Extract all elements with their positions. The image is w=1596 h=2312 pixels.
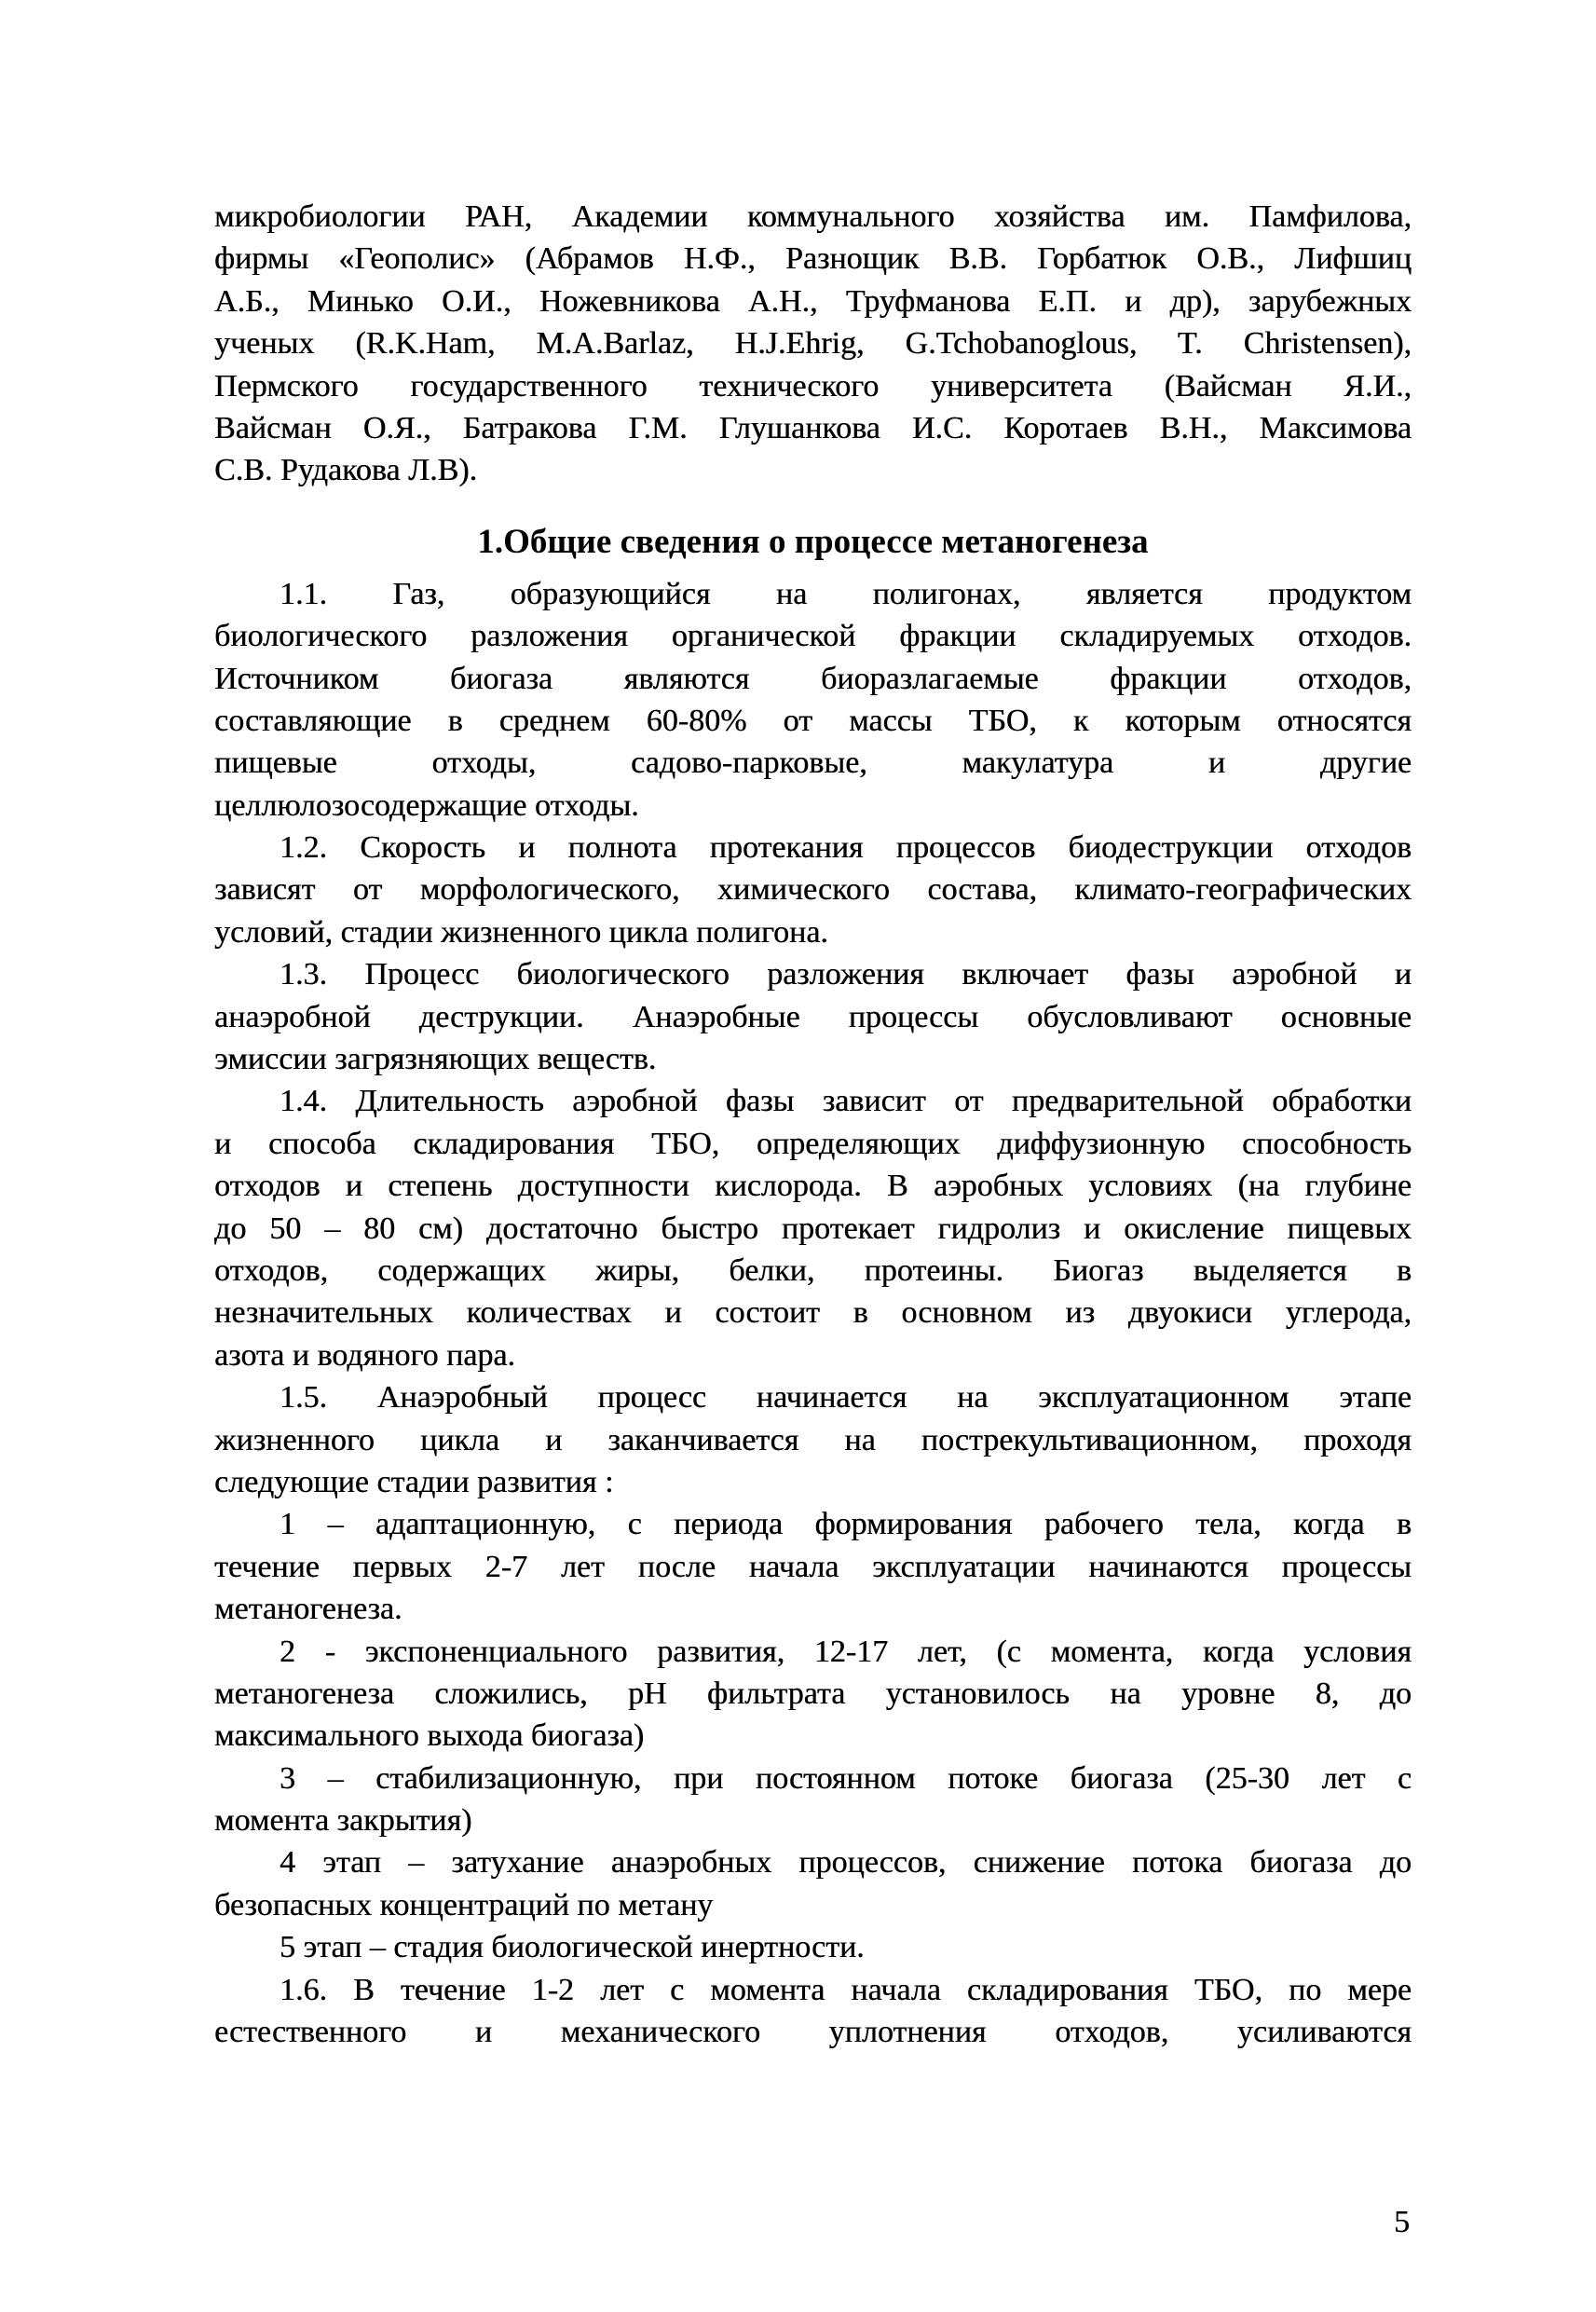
paragraph: [214, 1376, 1412, 1503]
paragraph-line: биологического разложения органической фракции складируемых отходов.: [214, 619, 1412, 654]
paragraph-line: 5 этап – стадия биологической инертности.: [280, 1930, 865, 1965]
paragraph-line: метаногенеза сложились, pH фильтрата установилось на уровне 8, до: [214, 1676, 1412, 1711]
document-page: [214, 196, 1412, 2053]
section-body: [214, 573, 1412, 2054]
paragraph: [214, 827, 1412, 953]
paragraph-line: безопасных концентраций по метану: [214, 1887, 714, 1922]
paragraph-line: отходов, содержащих жиры, белки, протеины. Биогаз выделяется в: [214, 1252, 1412, 1288]
paragraph-line: 2 - экспоненциального развития, 12-17 лет, (с момента, когда условия: [280, 1634, 1412, 1669]
intro-line: С.В. Рудакова Л.В).: [214, 453, 478, 488]
paragraph-line: следующие стадии развития :: [214, 1464, 614, 1499]
paragraph-line: эмиссии загрязняющих веществ.: [214, 1042, 657, 1077]
paragraph-line: 1.1. Газ, образующийся на полигонах, является продуктом: [280, 576, 1412, 611]
paragraph-line: Источником биогаза являются биоразлагаемые фракции отходов,: [214, 661, 1412, 696]
paragraph-line: жизненного цикла и заканчивается на пострекультивационном, проходя: [214, 1422, 1412, 1457]
intro-line: микробиологии РАН, Академии коммунального хозяйства им. Памфилова,: [214, 199, 1412, 234]
paragraph-line: 3 – стабилизационную, при постоянном потоке биогаза (25-30 лет с: [280, 1760, 1412, 1796]
paragraph-line: момента закрытия): [214, 1803, 472, 1839]
paragraph-line: целлюлозосодержащие отходы.: [214, 787, 639, 823]
intro-line: Вайсман О.Я., Батракова Г.М. Глушанкова И.С. Коротаев В.Н., Максимова: [214, 410, 1412, 445]
page-number: 5: [1394, 2205, 1410, 2239]
paragraph: [214, 1758, 1412, 1842]
intro-line: Пермского государственного технического университета (Вайсман Я.И.,: [214, 368, 1412, 404]
paragraph-line: отходов и степень доступности кислорода. В аэробных условиях (на глубине: [214, 1169, 1412, 1204]
paragraph-line: 1.2. Скорость и полнота протекания процессов биодеструкции отходов: [280, 830, 1412, 866]
paragraph-line: естественного и механического уплотнения отходов, усиливаются: [214, 2015, 1412, 2050]
paragraph: [214, 953, 1412, 1080]
paragraph-line: составляющие в среднем 60-80% от массы ТБО, к которым относятся: [214, 703, 1412, 738]
paragraph: [214, 573, 1412, 827]
paragraph-line: 1.6. В течение 1-2 лет с момента начала складирования ТБО, по мере: [280, 1972, 1412, 2007]
paragraph-line: метаногенеза.: [214, 1592, 402, 1627]
paragraph-line: пищевые отходы, садово-парковые, макулатура и другие: [214, 746, 1412, 781]
paragraph-line: 1.3. Процесс биологического разложения включает фазы аэробной и: [280, 957, 1412, 992]
intro-line: фирмы «Геополис» (Абрамов Н.Ф., Разнощик В.В. Горбатюк О.В., Лифшиц: [214, 241, 1412, 277]
paragraph-line: 4 этап – затухание анаэробных процессов, снижение потока биогаза до: [280, 1845, 1412, 1881]
intro-line: ученых (R.K.Ham, M.A.Barlaz, H.J.Ehrig, G.Tchobanoglous, T. Christensen),: [214, 326, 1412, 362]
intro-line: А.Б., Минько О.И., Ножевникова А.Н., Труфманова Е.П. и др), зарубежных: [214, 283, 1412, 319]
paragraph-line: 1 – адаптационную, с периода формирования рабочего тела, когда в: [280, 1507, 1412, 1542]
paragraph: [214, 1503, 1412, 1630]
paragraph: [214, 1841, 1412, 1926]
paragraph-line: максимального выхода биогаза): [214, 1718, 645, 1754]
paragraph: [214, 1969, 1412, 2054]
section-title: 1.Общие сведения о процессе метаногенеза: [477, 522, 1149, 561]
paragraph: [214, 1926, 1412, 1968]
paragraph-line: анаэробной деструкции. Анаэробные процессы обусловливают основные: [214, 999, 1412, 1034]
intro-paragraph: [214, 196, 1412, 492]
paragraph-line: и способа складирования ТБО, определяющих диффузионную способность: [214, 1126, 1412, 1161]
paragraph-line: 1.4. Длительность аэробной фазы зависит от предварительной обработки: [280, 1084, 1412, 1119]
paragraph-line: 1.5. Анаэробный процесс начинается на эксплуатационном этапе: [280, 1380, 1412, 1416]
paragraph-line: азота и водяного пара.: [214, 1337, 515, 1373]
paragraph-line: незначительных количествах и состоит в основном из двуокиси углерода,: [214, 1295, 1412, 1331]
paragraph-line: зависят от морфологического, химического состава, климато-географических: [214, 872, 1412, 908]
paragraph-line: условий, стадии жизненного цикла полигона.: [214, 914, 828, 950]
paragraph-line: течение первых 2-7 лет после начала эксплуатации начинаются процессы: [214, 1549, 1412, 1584]
paragraph-line: до 50 – 80 см) достаточно быстро протекает гидролиз и окисление пищевых: [214, 1211, 1412, 1246]
paragraph: [214, 1631, 1412, 1758]
paragraph: [214, 1080, 1412, 1376]
